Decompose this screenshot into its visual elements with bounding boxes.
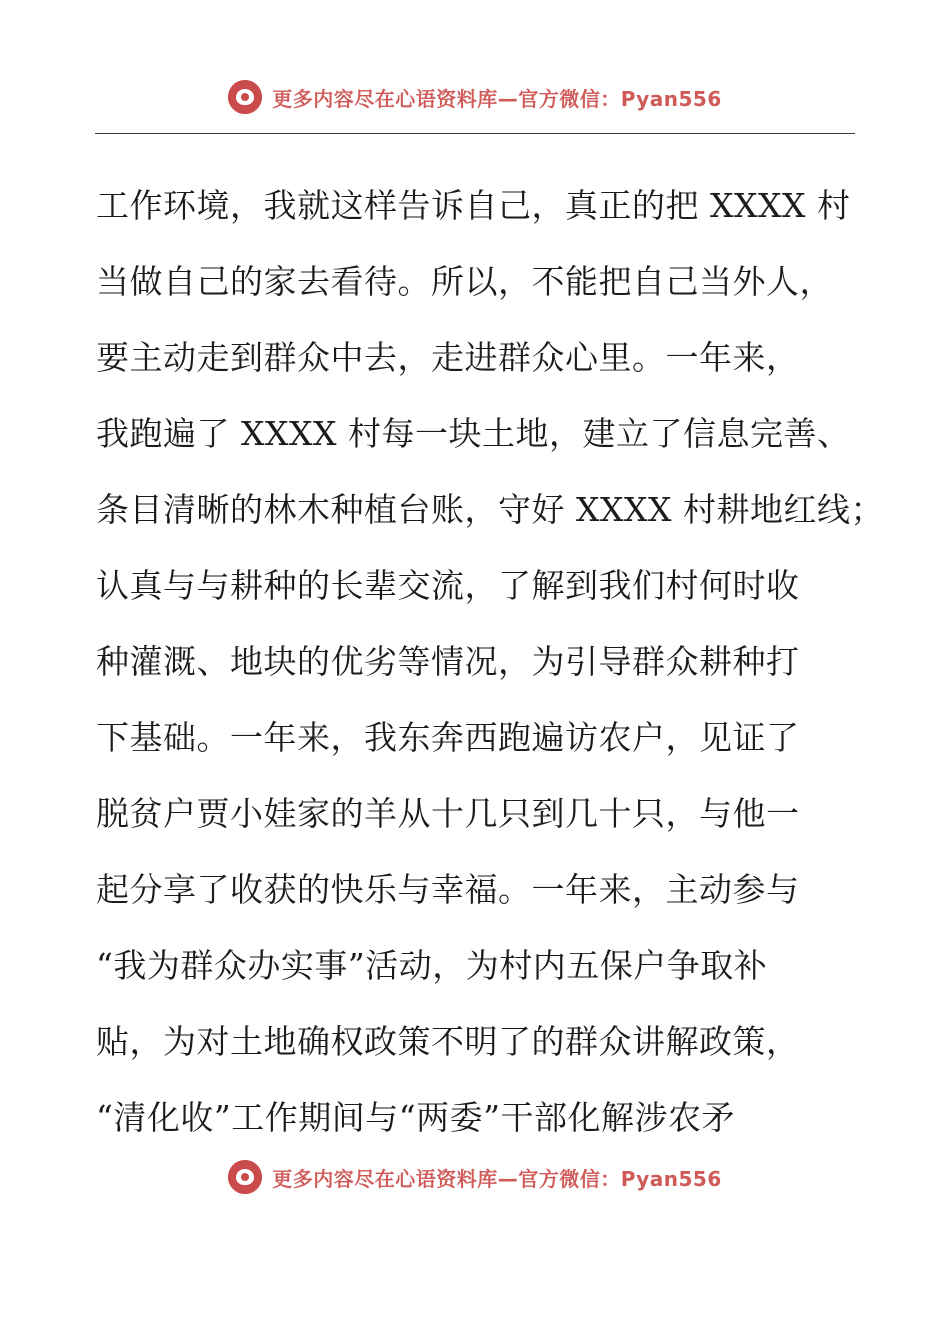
watermark-wechat-id: Pyan556 [620, 86, 722, 111]
text-line: 条目清晰的林木种植台账，守好 XXXX 村耕地红线； [96, 490, 884, 529]
header-divider [95, 133, 855, 134]
text-line: 起分享了收获的快乐与幸福。一年来，主动参与 [96, 870, 800, 909]
text-line: 贴，为对土地确权政策不明了的群众讲解政策， [96, 1022, 800, 1061]
text-line: 种灌溉、地块的优劣等情况，为引导群众耕种打 [96, 642, 800, 681]
text-line: 认真与与耕种的长辈交流，了解到我们村何时收 [96, 566, 800, 605]
text-line: 当做自己的家去看待。所以，不能把自己当外人， [96, 262, 833, 301]
watermark-text [272, 83, 722, 112]
red-circle-logo-icon [228, 80, 262, 114]
text-line: 脱贫户贾小娃家的羊从十几只到几十只，与他一 [96, 794, 800, 833]
text-line: “我为群众办实事”活动，为村内五保户争取补 [96, 946, 768, 985]
text-line: 工作环境，我就这样告诉自己，真正的把 XXXX 村 [96, 186, 851, 225]
text-line: 我跑遍了 XXXX 村每一块土地，建立了信息完善、 [96, 414, 851, 453]
watermark-main-text: 更多内容尽在心语资料库—官方微信： [272, 1166, 621, 1191]
text-line: 下基础。一年来，我东奔西跑遍访农户，见证了 [96, 718, 800, 757]
watermark-text [272, 1163, 722, 1192]
footer-watermark [0, 1160, 950, 1194]
text-line: 要主动走到群众中去，走进群众心里。一年来， [96, 338, 800, 377]
watermark-main-text: 更多内容尽在心语资料库—官方微信： [272, 86, 621, 111]
watermark-wechat-id: Pyan556 [620, 1166, 722, 1191]
header-watermark [0, 80, 950, 114]
red-circle-logo-icon [228, 1160, 262, 1194]
document-body [96, 168, 884, 1156]
text-line: “清化收”工作期间与“两委”干部化解涉农矛 [96, 1098, 735, 1137]
